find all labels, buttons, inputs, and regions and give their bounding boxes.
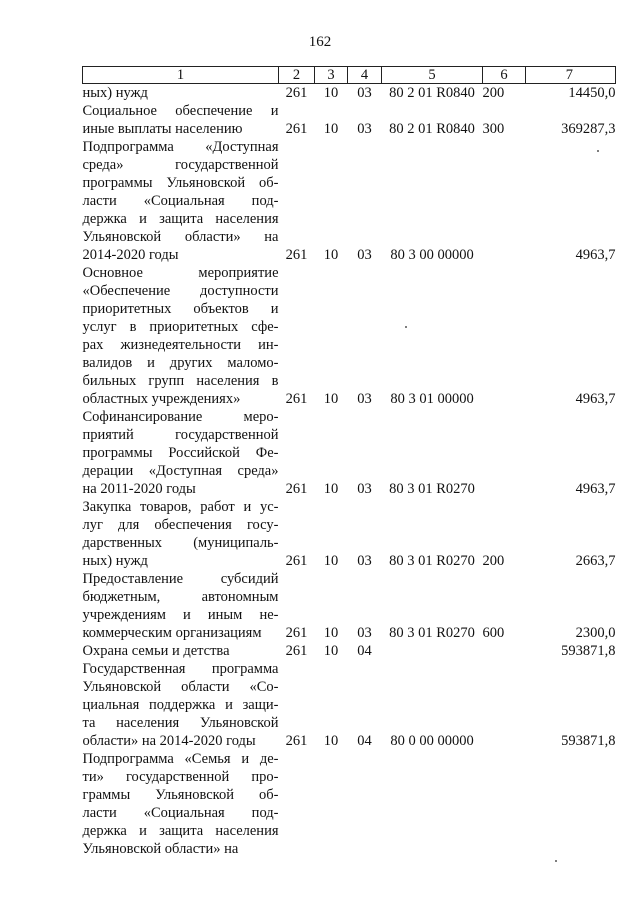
cell-subsection: 03 (357, 391, 372, 407)
cell-admin-code: 261 (285, 391, 308, 407)
cell-target-article: 80 0 00 00000 (390, 733, 474, 749)
description-line: приятий государственной (82, 427, 279, 443)
description-line: циальная поддержка и защи- (82, 697, 279, 713)
cell-amount: 593871,8 (561, 643, 616, 659)
cell-admin-code: 261 (285, 643, 308, 659)
description-line: Подпрограмма «Семья и де- (82, 751, 279, 767)
cell-section: 10 (323, 643, 339, 659)
cell-section: 10 (323, 481, 339, 497)
description-line: программы Ульяновской об- (82, 175, 279, 191)
row-description (83, 102, 279, 138)
cell-expense-type: 200 (482, 85, 505, 101)
cell-amount: 2663,7 (575, 553, 616, 569)
description-line: на 2011-2020 годы (82, 481, 196, 497)
table-row (83, 498, 616, 570)
description-line: дерации «Доступная среда» (82, 463, 279, 479)
row-description (83, 660, 279, 750)
cell-subsection: 03 (357, 481, 372, 497)
description-line: Предоставление субсидий (82, 571, 279, 587)
column-header-1: 1 (83, 67, 279, 84)
description-line: Основное мероприятие (82, 265, 279, 281)
cell-expense-type (483, 408, 526, 498)
scan-speck (597, 150, 599, 152)
row-description (83, 570, 279, 642)
description-line: Закупка товаров, работ и ус- (82, 499, 279, 515)
cell-target-article: 80 3 01 R0270 (389, 481, 475, 497)
description-line: учреждениям и иным не- (82, 607, 279, 623)
description-line: ных) нужд (82, 85, 148, 101)
cell-expense-type (483, 660, 526, 750)
row-description (83, 750, 279, 858)
description-line: «Обеспечение доступности (82, 283, 279, 299)
cell-admin-code: 261 (285, 121, 308, 137)
description-line: дарственных (муниципаль- (82, 535, 279, 551)
cell-expense-type (483, 642, 526, 660)
description-line: Социальное обеспечение и (82, 103, 279, 119)
table-row (83, 408, 616, 498)
description-line: приоритетных объектов и (82, 301, 279, 317)
cell-subsection: 03 (357, 625, 372, 641)
cell-expense-type (483, 138, 526, 264)
row-description (83, 642, 279, 660)
cell-admin-code: 261 (285, 733, 308, 749)
cell-subsection: 03 (357, 553, 372, 569)
table-row (83, 660, 616, 750)
table-row (83, 642, 616, 660)
cell-target-article: 80 2 01 R0840 (389, 85, 475, 101)
cell-section: 10 (323, 85, 339, 101)
description-line: ласти «Социальная под- (82, 805, 279, 821)
cell-amount: 14450,0 (568, 85, 616, 101)
cell-subsection: 03 (357, 121, 372, 137)
description-line: ласти «Социальная под- (82, 193, 279, 209)
description-line: 2014-2020 годы (82, 247, 179, 263)
cell-section: 10 (323, 247, 339, 263)
cell-amount: 2300,0 (575, 625, 616, 641)
row-description (83, 138, 279, 264)
cell-target-article: 80 3 01 R0270 (389, 553, 475, 569)
column-header-6: 6 (483, 67, 526, 84)
description-line: держка и защита населения (82, 823, 279, 839)
cell-admin-code: 261 (285, 247, 308, 263)
cell-expense-type (483, 750, 526, 858)
description-line: бильных групп населения в (82, 373, 279, 389)
table-body (83, 84, 616, 859)
row-description (83, 264, 279, 408)
column-header-5: 5 (382, 67, 483, 84)
row-description (83, 408, 279, 498)
cell-section: 10 (323, 391, 339, 407)
column-header-7: 7 (526, 67, 616, 84)
description-line: областных учреждениях» (82, 391, 241, 407)
cell-section: 10 (323, 733, 339, 749)
column-header-row (83, 67, 616, 84)
cell-admin-code: 261 (285, 553, 308, 569)
column-header-3: 3 (315, 67, 348, 84)
description-line: держка и защита населения (82, 211, 279, 227)
table-row (83, 102, 616, 138)
scan-speck (555, 860, 557, 862)
cell-subsection (348, 750, 382, 858)
description-line: рах жизнедеятельности ин- (82, 337, 279, 353)
cell-amount: 369287,3 (561, 121, 616, 137)
page-number: 162 (308, 34, 332, 50)
description-line: среда» государственной (82, 157, 279, 173)
cell-expense-type: 600 (482, 625, 505, 641)
description-line: ти» государственной про- (82, 769, 279, 785)
description-line: граммы Ульяновской об- (82, 787, 279, 803)
cell-amount: 4963,7 (575, 391, 616, 407)
cell-expense-type: 300 (482, 121, 505, 137)
table-row (83, 750, 616, 858)
cell-target-article (382, 642, 483, 660)
table-row (83, 264, 616, 408)
description-line: Софинансирование меро- (82, 409, 279, 425)
description-line: коммерческим организациям (82, 625, 262, 641)
table-row (83, 84, 616, 103)
cell-amount: 4963,7 (575, 481, 616, 497)
description-line: Ульяновской области «Со- (82, 679, 279, 695)
description-line: Подпрограмма «Доступная (82, 139, 279, 155)
cell-subsection: 04 (357, 733, 372, 749)
table-row (83, 138, 616, 264)
description-line: Государственная программа (82, 661, 279, 677)
description-line: луг для обеспечения госу- (82, 517, 279, 533)
cell-admin-code (279, 750, 315, 858)
scan-speck (405, 326, 407, 328)
cell-admin-code: 261 (285, 85, 308, 101)
description-line: Охрана семьи и детства (82, 643, 230, 659)
description-line: та населения Ульяновской (82, 715, 279, 731)
column-header-4: 4 (348, 67, 382, 84)
cell-target-article: 80 2 01 R0840 (389, 121, 475, 137)
description-line: Ульяновской области» на (82, 841, 239, 857)
description-line: иные выплаты населению (82, 121, 243, 137)
cell-expense-type (483, 264, 526, 408)
cell-subsection: 03 (357, 85, 372, 101)
cell-target-article: 80 3 00 00000 (390, 247, 474, 263)
cell-target-article (382, 750, 483, 858)
cell-section: 10 (323, 625, 339, 641)
table-row (83, 570, 616, 642)
description-line: области» на 2014-2020 годы (82, 733, 256, 749)
description-line: услуг в приоритетных сфе- (82, 319, 279, 335)
cell-admin-code: 261 (285, 625, 308, 641)
cell-subsection: 03 (357, 247, 372, 263)
cell-admin-code: 261 (285, 481, 308, 497)
row-description (83, 498, 279, 570)
cell-expense-type: 200 (482, 553, 505, 569)
cell-amount (526, 750, 616, 858)
budget-table (82, 66, 616, 858)
description-line: валидов и других маломо- (82, 355, 279, 371)
cell-amount: 593871,8 (561, 733, 616, 749)
description-line: Ульяновской области» на (82, 229, 279, 245)
description-line: ных) нужд (82, 553, 148, 569)
column-header-2: 2 (279, 67, 315, 84)
row-description (83, 84, 279, 103)
description-line: бюджетным, автономным (82, 589, 279, 605)
description-line: программы Российской Фе- (82, 445, 279, 461)
cell-section: 10 (323, 553, 339, 569)
cell-target-article: 80 3 01 R0270 (389, 625, 475, 641)
cell-section: 10 (323, 121, 339, 137)
cell-amount: 4963,7 (575, 247, 616, 263)
cell-subsection: 04 (357, 643, 372, 659)
cell-section (315, 750, 348, 858)
cell-target-article: 80 3 01 00000 (390, 391, 474, 407)
